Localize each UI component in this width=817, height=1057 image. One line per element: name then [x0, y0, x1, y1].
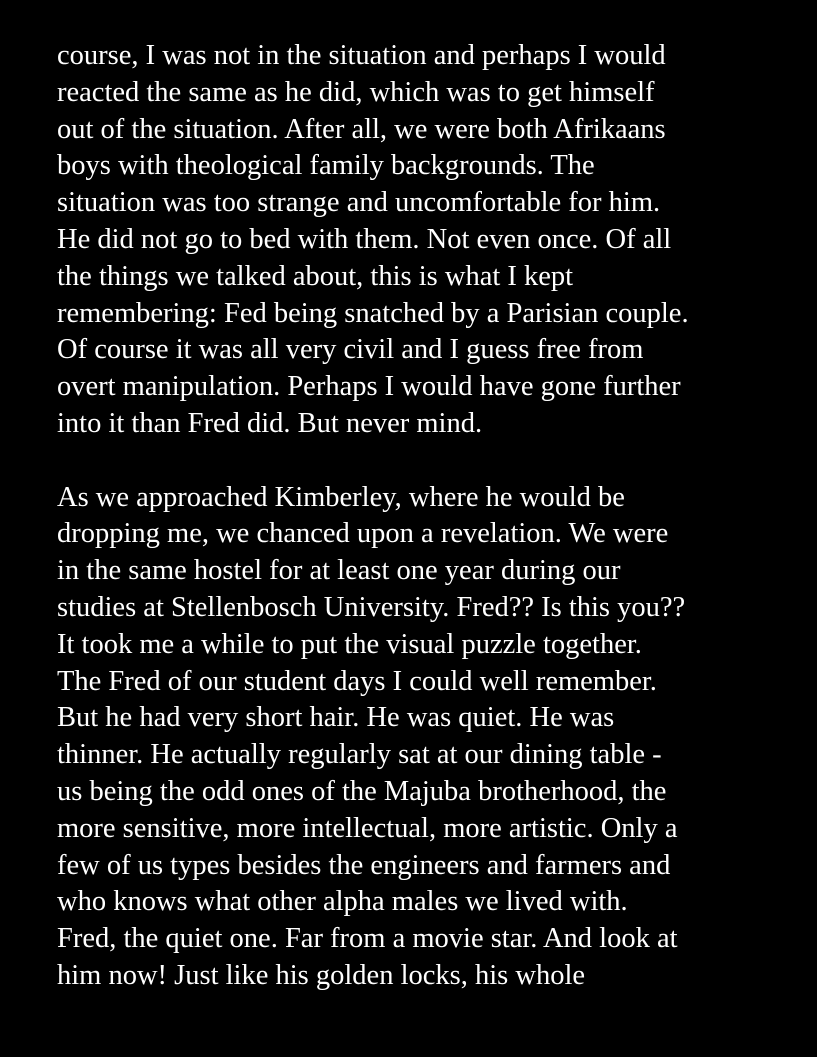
text-line: dropping me, we chanced upon a revelation. We were [57, 518, 669, 550]
document-page [57, 38, 797, 995]
text-line: As we approached Kimberley, where he would be [57, 481, 625, 513]
text-line: in the same hostel for at least one year during our [57, 555, 621, 587]
paragraph-2 [57, 480, 797, 995]
text-line: remembering: Fed being snatched by a Parisian couple. [57, 297, 689, 329]
text-line: reacted the same as he did, which was to get himself [57, 76, 655, 108]
text-line: The Fred of our student days I could well remember. [57, 665, 657, 697]
text-line: overt manipulation. Perhaps I would have gone further [57, 371, 681, 403]
text-line: into it than Fred did. But never mind. [57, 407, 483, 439]
text-line: more sensitive, more intellectual, more artistic. Only a [57, 812, 678, 844]
text-line: studies at Stellenbosch University. Fred?? Is this you?? [57, 591, 686, 623]
text-line: It took me a while to put the visual puzzle together. [57, 628, 642, 660]
text-line: Of course it was all very civil and I guess free from [57, 334, 644, 366]
text-line: But he had very short hair. He was quiet. He was [57, 702, 615, 734]
paragraph-1 [57, 38, 797, 443]
text-line: Fred, the quiet one. Far from a movie star. And look at [57, 923, 678, 955]
text-line: He did not go to bed with them. Not even once. Of all [57, 223, 672, 255]
text-line: who knows what other alpha males we lived with. [57, 886, 628, 918]
text-line: us being the odd ones of the Majuba brotherhood, the [57, 775, 667, 807]
text-line: course, I was not in the situation and perhaps I would [57, 40, 666, 71]
text-line: situation was too strange and uncomfortable for him. [57, 187, 661, 219]
text-line: out of the situation. After all, we were both Afrikaans [57, 113, 666, 145]
text-line: thinner. He actually regularly sat at our dining table - [57, 739, 662, 771]
text-line: him now! Just like his golden locks, his whole [57, 959, 586, 991]
text-line: boys with theological family backgrounds. The [57, 150, 595, 182]
text-line: few of us types besides the engineers and farmers and [57, 849, 671, 881]
text-line: the things we talked about, this is what I kept [57, 260, 574, 292]
